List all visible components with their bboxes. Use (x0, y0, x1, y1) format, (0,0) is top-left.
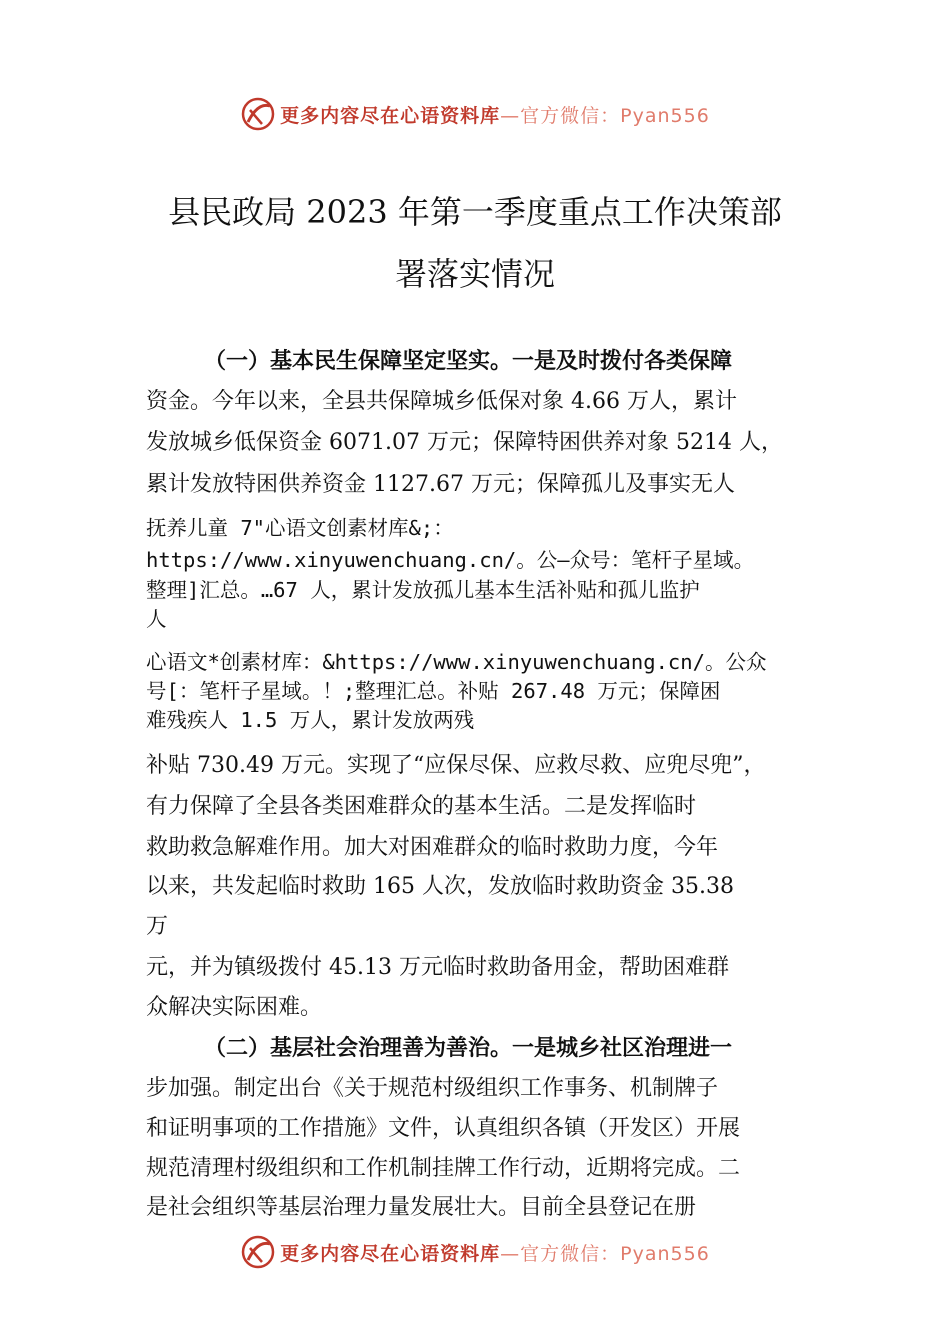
body-line: 是社会组织等基层治理力量发展壮大。目前全县登记在册 (146, 1195, 697, 1220)
body-line: 发放城乡低保资金 6071.07 万元；保障特困供养对象 5214 人， (146, 430, 783, 455)
banner-text: 更多内容尽在心语资料库 (280, 104, 501, 127)
banner-text: 更多内容尽在心语资料库 (280, 1242, 501, 1265)
body-line: 补贴 730.49 万元。实现了“应保尽保、应救尽救、应兜尽兜”， (146, 753, 766, 778)
document-title-line-1: 县民政局 2023 年第一季度重点工作决策部 (168, 193, 782, 231)
logo-icon (240, 1234, 276, 1270)
footer-banner (0, 1232, 950, 1272)
banner-wechat: —官方微信：Pyan556 (500, 104, 710, 127)
body-line: 难残疾人 1.5 万人，累计发放两残 (146, 708, 475, 732)
body-line: 心语文*创素材库：&https://www.xinyuwenchuang.cn/。公众 (146, 650, 767, 674)
body-line: （一）基本民生保障坚定坚实。一是及时拨付各类保障 (204, 348, 733, 374)
body-line: 人 (146, 607, 167, 631)
body-line: 资金。今年以来，全县共保障城乡低保对象 4.66 万人，累计 (146, 389, 737, 414)
logo-icon (240, 96, 276, 132)
document-title-line-2: 署落实情况 (394, 255, 555, 293)
body-line: 步加强。制定出台《关于规范村级组织工作事务、机制牌子 (146, 1076, 719, 1101)
header-banner (0, 94, 950, 134)
body-line: （二）基层社会治理善为善治。一是城乡社区治理进一 (204, 1035, 733, 1061)
body-line: 众解决实际困难。 (146, 995, 323, 1020)
body-line: 规范清理村级组织和工作机制挂牌工作行动，近期将完成。二 (146, 1156, 741, 1181)
body-line: 和证明事项的工作措施》文件，认真组织各镇（开发区）开展 (146, 1116, 741, 1141)
body-line: 累计发放特困供养资金 1127.67 万元；保障孤儿及事实无人 (146, 472, 735, 497)
body-line: 抚养儿童 7"心语文创素材库&;： (146, 516, 454, 540)
banner-wechat: —官方微信：Pyan556 (500, 1242, 710, 1265)
body-line: 以来，共发起临时救助 165 人次，发放临时救助资金 35.38 (146, 874, 734, 899)
body-line: 号[：笔杆子星域。！;整理汇总。补贴 267.48 万元；保障困 (146, 679, 721, 703)
body-line: 元，并为镇级拨付 45.13 万元临时救助备用金，帮助困难群 (146, 955, 729, 980)
body-line: 整理]汇总。…67 人，累计发放孤儿基本生活补贴和孤儿监护 (146, 578, 700, 602)
body-line: 万 (146, 914, 169, 939)
body-line: 有力保障了全县各类困难群众的基本生活。二是发挥临时 (146, 794, 697, 819)
body-line: 救助救急解难作用。加大对困难群众的临时救助力度，今年 (146, 835, 719, 860)
body-line: https://www.xinyuwenchuang.cn/。公—众号：笔杆子星域。 (146, 548, 755, 572)
